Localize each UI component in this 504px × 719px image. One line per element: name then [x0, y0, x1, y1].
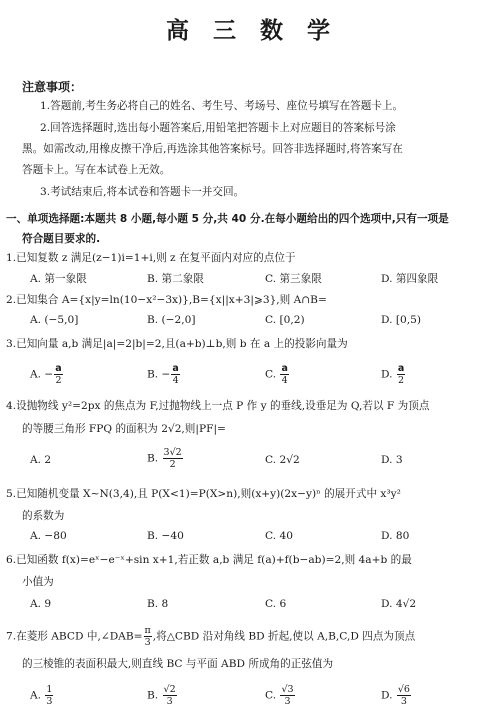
question-5-stem-2: 的系数为	[22, 510, 65, 522]
q3-option-a-num: a	[55, 363, 62, 374]
q4-option-c	[265, 454, 300, 466]
q3-option-b	[147, 364, 181, 385]
q7-angle-fraction	[144, 626, 152, 647]
q7-angle-den: 3	[144, 636, 151, 648]
q7-option-a-letter: A.	[30, 689, 42, 702]
notice-line-2: 2.回答选择题时,选出每小题答案后,用铅笔把答题卡上对应题目的答案标号涂	[40, 122, 396, 134]
notice-line-4: 答题卡上。写在本试卷上无效。	[22, 164, 171, 176]
q7-option-a-den: 3	[46, 695, 53, 707]
q2-option-a: A. (−5,0]	[30, 314, 79, 326]
question-6-options	[0, 598, 504, 614]
question-5-stem-1: 5.已知随机变量 X∼N(3,4),且 P(X<1)=P(X>n),则(x+y)(2x−y)ⁿ 的展开式中 x³y²	[6, 488, 401, 500]
q3-option-c	[265, 364, 290, 385]
q7-option-a-num: 1	[46, 684, 53, 695]
q3-option-d-fraction	[397, 364, 405, 385]
q7-option-d	[381, 685, 412, 706]
q4-option-b-num: 3√2	[163, 447, 182, 458]
q1-option-d: D. 第四象限	[381, 273, 439, 285]
q7-option-c	[265, 685, 296, 706]
q4-option-b-den: 2	[169, 458, 176, 470]
q4-option-a-letter: A.	[30, 454, 42, 466]
question-6-stem-1: 6.已知函数 f(x)=eˣ−e⁻ˣ+sin x+1,若正数 a,b 满足 f(a)+f(b−ab)=2,则 4a+b 的最	[6, 554, 412, 566]
page-title: 高 三 数 学	[165, 18, 339, 44]
q7-option-c-den: 3	[284, 695, 291, 707]
notice-line-3: 黑。如需改动,用橡皮擦干净后,再选涂其他答案标号。回答非选择题时,将答案写在	[22, 143, 403, 155]
q6-option-b: B. 8	[147, 598, 169, 610]
notice-line-5: 3.考试结束后,将本试卷和答题卡一并交回。	[40, 186, 245, 198]
q4-option-b	[147, 448, 184, 469]
q2-option-c: C. [0,2)	[265, 314, 305, 326]
question-3-stem: 3.已知向量 a,b 满足|a|=2|b|=2,且(a+b)⊥b,则 b 在 a 上的投影向量为	[6, 338, 348, 350]
q5-option-b: B. −40	[147, 530, 184, 542]
q7-option-d-den: 3	[400, 695, 407, 707]
question-1-options	[0, 271, 504, 287]
q3-option-d-den: 2	[398, 374, 405, 386]
question-4-stem-1: 4.设抛物线 y²=2px 的焦点为 F,过抛物线上一点 P 作 y 的垂线,设垂足为 Q,若以 F 为顶点	[6, 400, 430, 412]
q3-option-b-letter: B.	[147, 368, 159, 381]
q2-option-d: D. [0,5)	[381, 314, 421, 326]
q4-option-a	[30, 454, 51, 466]
q3-option-c-fraction	[280, 364, 288, 385]
question-7-options	[0, 683, 504, 713]
question-7-stem-1	[6, 626, 415, 647]
q3-option-a-den: 2	[55, 374, 62, 386]
q6-option-d: D. 4√2	[381, 598, 417, 610]
q7-option-d-letter: D.	[381, 689, 393, 702]
q7-option-a-fraction	[45, 685, 53, 706]
q3-option-a-fraction	[54, 364, 62, 385]
q3-option-b-fraction	[171, 364, 179, 385]
q4-option-a-value: 2	[44, 454, 52, 466]
question-6-stem-2: 小值为	[22, 576, 54, 588]
q4-option-d-letter: D.	[381, 454, 393, 466]
q2-option-b: B. (−2,0]	[147, 314, 196, 326]
q4-option-d-value: 3	[395, 454, 403, 466]
q7-angle-num: π	[144, 625, 151, 636]
q3-option-d-letter: D.	[381, 368, 393, 381]
q7-option-b-num: √2	[163, 684, 176, 695]
q7-option-b	[147, 685, 178, 706]
question-2-stem: 2.已知集合 A={x|y=ln(10−x²−3x)},B={x||x+3|⩾3},则 A∩B=	[6, 294, 327, 306]
q5-option-a: A. −80	[30, 530, 67, 542]
question-4-options	[0, 446, 504, 476]
section-heading-cont: 符合题目要求的.	[22, 233, 101, 245]
q7-option-d-num: √6	[397, 684, 410, 695]
q3-option-c-num: a	[281, 363, 288, 374]
q3-option-c-den: 4	[281, 374, 288, 386]
q4-option-d	[381, 454, 403, 466]
q1-option-c: C. 第三象限	[265, 273, 322, 285]
q3-option-b-sign: −	[161, 368, 171, 381]
section-heading: 一、单项选择题:本题共 8 小题,每小题 5 分,共 40 分.在每小题给出的四个选项中,只有一项是	[6, 213, 449, 225]
q7-option-b-fraction	[163, 685, 177, 706]
q3-option-a-letter: A.	[30, 368, 42, 381]
q5-option-c: C. 40	[265, 530, 293, 542]
q7-option-c-fraction	[280, 685, 294, 706]
q7-option-b-den: 3	[166, 695, 173, 707]
q4-option-c-letter: C.	[265, 454, 277, 466]
q3-option-a	[30, 364, 64, 385]
q4-option-b-fraction	[163, 448, 183, 469]
question-1-stem: 1.已知复数 z 满足(z−1)i=1+i,则 z 在复平面内对应的点位于	[6, 252, 296, 264]
q4-option-b-letter: B.	[147, 452, 159, 465]
q6-option-c: C. 6	[265, 598, 287, 610]
question-3-options	[0, 360, 504, 388]
q3-option-c-letter: C.	[265, 368, 277, 381]
q6-option-a: A. 9	[30, 598, 52, 610]
question-2-options	[0, 314, 504, 330]
q3-option-b-den: 4	[172, 374, 179, 386]
q1-option-a: A. 第一象限	[30, 273, 87, 285]
notice-heading: 注意事项：	[22, 80, 83, 94]
question-4-stem-2: 的等腰三角形 FPQ 的面积为 2√2,则|PF|=	[22, 423, 226, 435]
q1-option-b: B. 第二象限	[147, 273, 204, 285]
q7-option-a	[30, 685, 54, 706]
q3-option-d-num: a	[397, 363, 405, 374]
q3-option-d	[381, 364, 406, 385]
q3-option-a-sign: −	[44, 368, 54, 381]
q5-option-d: D. 80	[381, 530, 410, 542]
notice-line-1: 1.答题前,考生务必将自己的姓名、考生号、考场号、座位号填写在答题卡上。	[40, 100, 404, 112]
q3-option-b-num: a	[172, 363, 179, 374]
q7-option-c-letter: C.	[265, 689, 277, 702]
q7-stem-post: ,将△CBD 沿对角线 BD 折起,使以 A,B,C,D 四点为顶点	[152, 630, 416, 643]
q7-stem-pre: 7.在菱形 ABCD 中,∠DAB=	[6, 630, 143, 643]
q7-option-b-letter: B.	[147, 689, 159, 702]
question-7-stem-2: 的三棱锥的表面积最大,则直线 BC 与平面 ABD 所成角的正弦值为	[22, 658, 334, 670]
q7-option-d-fraction	[397, 685, 411, 706]
question-5-options	[0, 530, 504, 546]
q7-option-c-num: √3	[281, 684, 294, 695]
q4-option-c-value: 2√2	[279, 454, 300, 466]
